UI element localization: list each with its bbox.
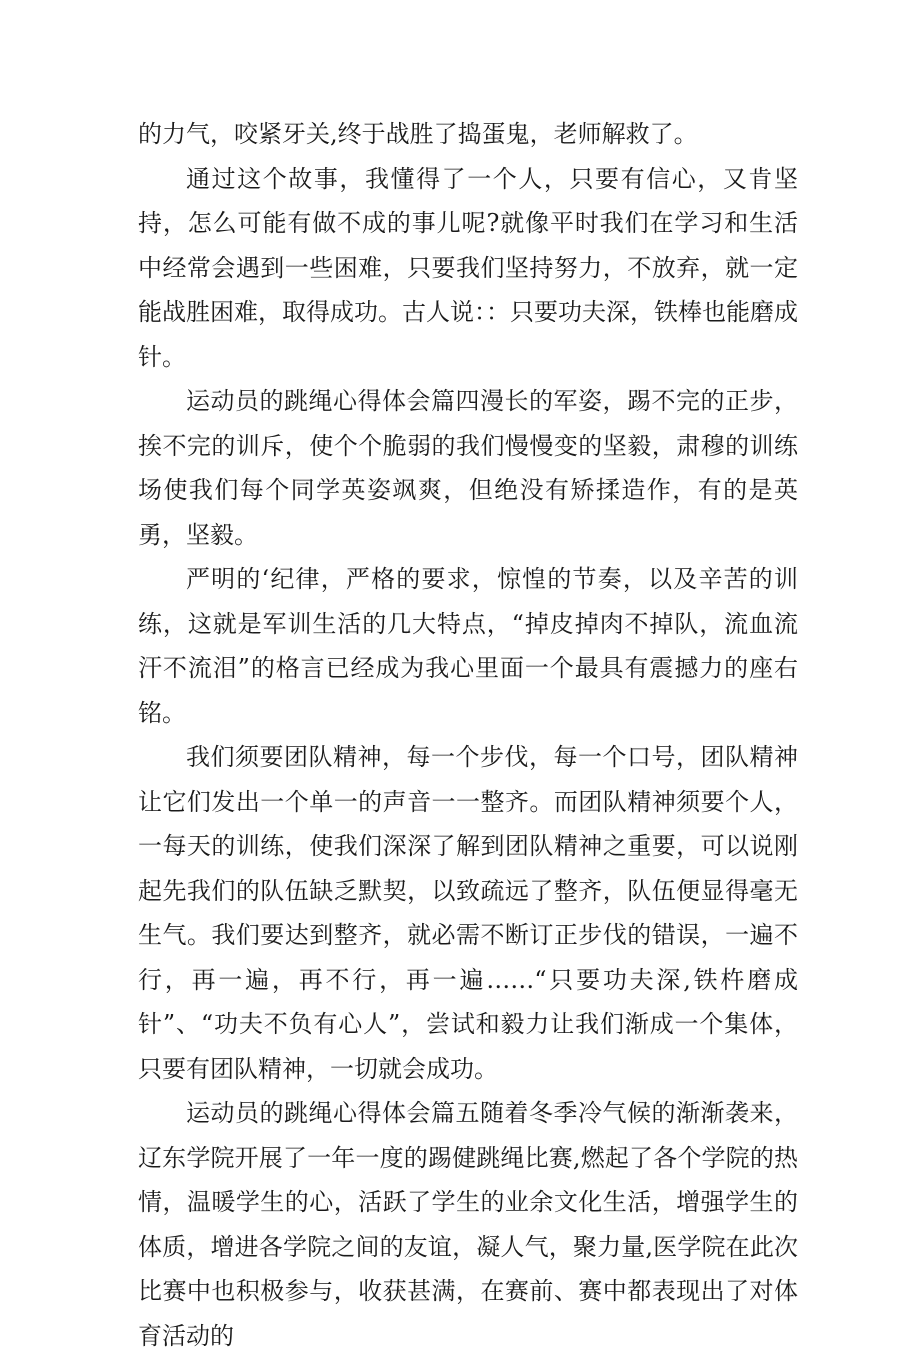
- paragraph-part-five: 运动员的跳绳心得体会篇五随着冬季冷气候的渐渐袭来，辽东学院开展了一年一度的踢健跳绳比赛,燃起了各个学院的热情，温暖学生的心，活跃了学生的业余文化生活，增强学生的体质，增进各学院之间的友谊，凝人气，聚力量,医学院在此次比赛中也积极参与，收获甚满，在赛前、赛中都表现出了对体育活动的: [138, 1099, 798, 1350]
- body-text: [138, 112, 798, 1358]
- paragraph-team-spirit: 我们须要团队精神，每一个步伐，每一个口号，团队精神让它们发出一个单一的声音一一整齐。而团队精神须要个人，一每天的训练，使我们深深了解到团队精神之重要，可以说刚起先我们的队伍缺乏默契，以致疏远了整齐，队伍便显得毫无生气。我们要达到整齐，就必需不断订正步伐的错误，一遍不行，再一遍，再不行，再一遍……“只要功夫深,铁杵磨成针”、“功夫不负有心人”，尝试和毅力让我们渐成一个集体，只要有团队精神，一切就会成功。: [138, 743, 798, 1083]
- paragraph-continuation: 的力气，咬紧牙关,终于战胜了捣蛋鬼，老师解救了。: [138, 120, 698, 148]
- paragraph-story-lesson: 通过这个故事，我懂得了一个人，只要有信心，又肯坚持，怎么可能有做不成的事儿呢?就像平时我们在学习和生活中经常会遇到一些困难，只要我们坚持努力，不放弃，就一定能战胜困难，取得成功。古人说：：只要功夫深，铁棒也能磨成针。: [138, 164, 798, 371]
- paragraph-discipline: 严明的‘纪律，严格的要求，惊惶的节奏，以及辛苦的训练，这就是军训生活的几大特点，“掉皮掉肉不掉队，流血流汗不流泪”的格言已经成为我心里面一个最具有震撼力的座右铭。: [138, 565, 798, 727]
- paragraph-part-four: 运动员的跳绳心得体会篇四漫长的军姿，踢不完的正步，挨不完的训斥，使个个脆弱的我们慢慢变的坚毅，肃穆的训练场使我们每个同学英姿飒爽，但绝没有矫揉造作，有的是英勇，坚毅。: [138, 387, 798, 549]
